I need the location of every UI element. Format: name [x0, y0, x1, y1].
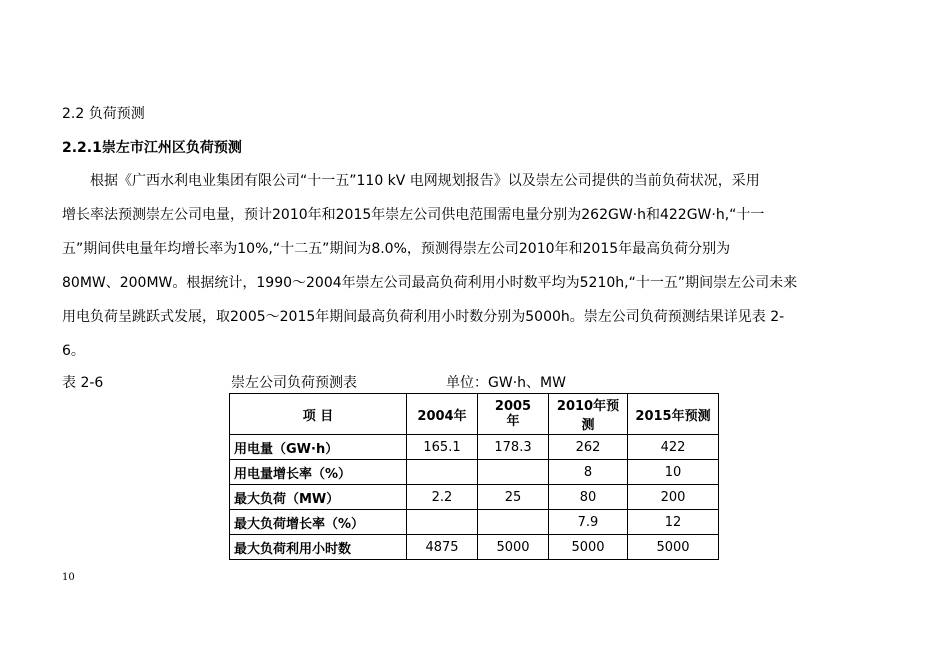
paragraph-line: 增长率法预测崇左公司电量，预计2010年和2015年崇左公司供电范围需电量分别为262GW·h和422GW·h,“十一 — [62, 207, 765, 223]
cell-2005 — [478, 510, 549, 535]
table-row — [230, 460, 719, 485]
row-label: 用电量（GW·h） — [230, 435, 407, 460]
table-row — [230, 435, 719, 460]
row-label: 最大负荷（MW） — [230, 485, 407, 510]
body-paragraph — [62, 164, 862, 368]
cell-2010: 5000 — [549, 535, 628, 560]
cell-2010: 262 — [549, 435, 628, 460]
cell-2005: 5000 — [478, 535, 549, 560]
cell-2004: 165.1 — [407, 435, 478, 460]
subsection-heading: 2.2.1崇左市江州区负荷预测 — [62, 140, 242, 156]
table-row — [230, 535, 719, 560]
table-header-row — [230, 394, 719, 435]
cell-2004 — [407, 460, 478, 485]
cell-2015: 422 — [628, 435, 719, 460]
cell-2010: 7.9 — [549, 510, 628, 535]
header-item: 项 目 — [230, 394, 407, 435]
table-unit: 单位：GW·h、MW — [446, 375, 566, 391]
cell-2004: 4875 — [407, 535, 478, 560]
paragraph-line: 用电负荷呈跳跃式发展，取2005～2015年期间最高负荷利用小时数分别为5000h。崇左公司负荷预测结果详见表 2- — [62, 309, 785, 325]
page-number: 10 — [62, 572, 75, 583]
header-2015: 2015年预测 — [628, 394, 719, 435]
header-2005 — [478, 394, 549, 435]
cell-2010: 8 — [549, 460, 628, 485]
section-heading: 2.2 负荷预测 — [62, 106, 145, 122]
table-row — [230, 485, 719, 510]
cell-2015: 200 — [628, 485, 719, 510]
cell-2005 — [478, 460, 549, 485]
cell-2015: 10 — [628, 460, 719, 485]
cell-2004 — [407, 510, 478, 535]
header-2005-top: 2005 — [494, 399, 532, 414]
load-forecast-table — [229, 393, 719, 560]
cell-2015: 12 — [628, 510, 719, 535]
cell-2015: 5000 — [628, 535, 719, 560]
row-label: 用电量增长率（%） — [230, 460, 407, 485]
cell-2005: 178.3 — [478, 435, 549, 460]
paragraph-line: 五”期间供电量年均增长率为10%,“十二五”期间为8.0%，预测得崇左公司2010年和2015年最高负荷分别为 — [62, 241, 731, 257]
header-2004: 2004年 — [407, 394, 478, 435]
cell-2004: 2.2 — [407, 485, 478, 510]
row-label: 最大负荷增长率（%） — [230, 510, 407, 535]
cell-2010: 80 — [549, 485, 628, 510]
header-2010: 2010年预测 — [549, 394, 628, 435]
paragraph-line: 6。 — [62, 343, 85, 359]
header-2005-bottom: 年 — [506, 414, 520, 429]
paragraph-line: 80MW、200MW。根据统计，1990～2004年崇左公司最高负荷利用小时数平均为5210h,“十一五”期间崇左公司未来 — [62, 275, 798, 291]
paragraph-line: 根据《广西水利电业集团有限公司“十一五”110 kV 电网规划报告》以及崇左公司提供的当前负荷状况，采用 — [90, 173, 760, 189]
row-label: 最大负荷利用小时数 — [230, 535, 407, 560]
table-row — [230, 510, 719, 535]
table-title: 崇左公司负荷预测表 — [231, 375, 357, 391]
table-label: 表 2-6 — [62, 375, 104, 391]
cell-2005: 25 — [478, 485, 549, 510]
